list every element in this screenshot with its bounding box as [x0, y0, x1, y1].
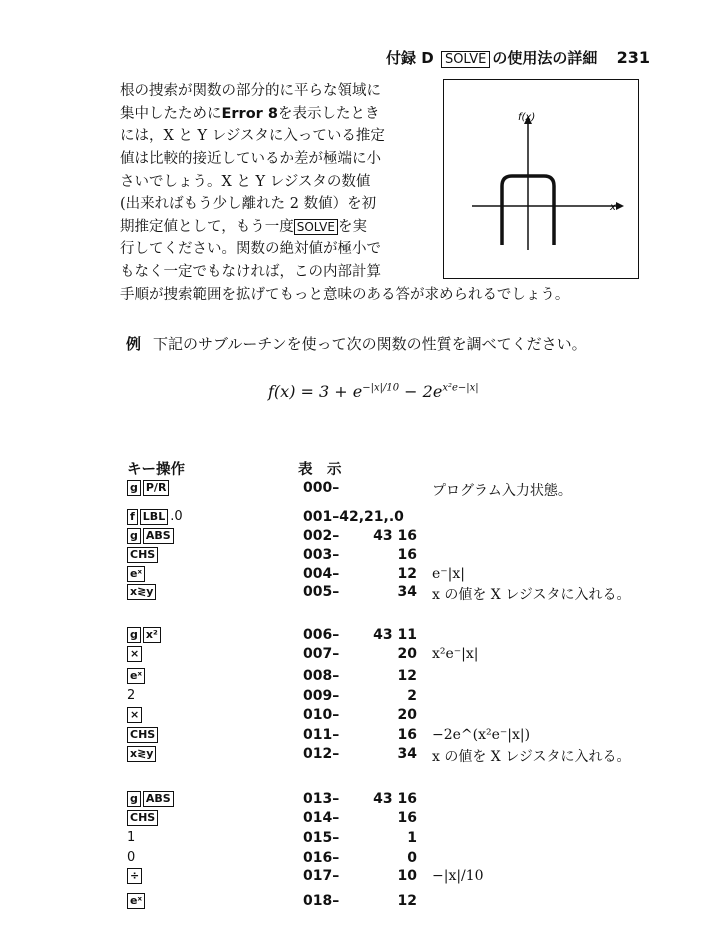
calculator-key: CHS: [127, 727, 158, 743]
step-number: 008–: [303, 668, 340, 684]
calculator-key: CHS: [127, 810, 158, 826]
comment: −2e^(x²e⁻|x|): [432, 727, 531, 743]
calculator-key: ABS: [143, 791, 174, 807]
table-row: [0, 830, 708, 850]
keycode: 20: [397, 646, 417, 662]
key-sequence: [127, 627, 163, 643]
keycode: 2: [407, 688, 417, 704]
keys-header: キー操作: [127, 462, 185, 478]
calculator-key: x≷y: [127, 746, 156, 762]
calculator-key: eˣ: [127, 893, 145, 909]
key-sequence: [127, 584, 158, 600]
keycode: 0: [407, 850, 417, 866]
step-number: 016–: [303, 850, 340, 866]
step-number: 013–: [303, 791, 340, 807]
keycode: 16: [397, 547, 417, 563]
solve-key-inline: SOLVE: [294, 219, 338, 235]
step-number: 001–42,21,.0: [303, 509, 404, 525]
keycode: 12: [397, 893, 417, 909]
calculator-key: ÷: [127, 868, 142, 884]
table-row: [0, 509, 708, 529]
keycode: 16: [397, 810, 417, 826]
key-sequence: [127, 547, 160, 563]
solve-key: SOLVE: [441, 51, 490, 68]
step-number: 005–: [303, 584, 340, 600]
calculator-key: eˣ: [127, 566, 145, 582]
key-sequence: [127, 668, 147, 684]
calculator-key: ABS: [143, 528, 174, 544]
keycode: 12: [397, 566, 417, 582]
step-number: 002–: [303, 528, 340, 544]
para-line-9: もなく一定でもなければ，この内部計算: [120, 264, 381, 280]
table-row: [0, 791, 708, 811]
keycode: 1: [407, 830, 417, 846]
function-graph: [443, 79, 639, 279]
para-line-8: 行してください。関数の絶対値が極小で: [120, 241, 381, 257]
keycode: 43 16: [373, 528, 417, 544]
calculator-key: x≷y: [127, 584, 156, 600]
step-number: 007–: [303, 646, 340, 662]
calculator-key: g: [127, 791, 141, 807]
para-line-4: 値は比較的接近しているか差が極端に小: [120, 151, 381, 167]
step-number: 000–: [303, 480, 340, 496]
table-row: [0, 727, 708, 747]
key-sequence: [127, 566, 147, 582]
calculator-key: f: [127, 509, 138, 525]
table-row: [0, 810, 708, 830]
table-row: [0, 528, 708, 548]
step-number: 010–: [303, 707, 340, 723]
table-row: [0, 480, 708, 500]
table-row: [0, 850, 708, 870]
table-row: [0, 566, 708, 586]
key-sequence: [127, 707, 144, 723]
key-sequence: [127, 528, 176, 544]
table-row: [0, 646, 708, 666]
comment: x²e⁻|x|: [432, 646, 479, 662]
key-sequence: [127, 509, 183, 525]
calculator-key: g: [127, 627, 141, 643]
calculator-key: eˣ: [127, 668, 145, 684]
step-number: 006–: [303, 627, 340, 643]
comment: −|x|/10: [432, 868, 484, 884]
key-text: .0: [170, 509, 183, 524]
calculator-key: x²: [143, 627, 161, 643]
key-sequence: [127, 868, 144, 884]
example-line: [126, 333, 587, 354]
para-line-5: さいでしょう。X と Y レジスタの数値: [120, 174, 371, 190]
table-row: [0, 868, 708, 888]
example-text: 下記のサブルーチンを使って次の関数の性質を調べてください。: [153, 335, 587, 353]
page-header: [386, 47, 650, 68]
step-number: 018–: [303, 893, 340, 909]
key-sequence: [127, 893, 147, 909]
step-number: 014–: [303, 810, 340, 826]
para-line-1: 根の捜索が関数の部分的に平らな領域に: [120, 83, 381, 99]
key-text: 1: [127, 830, 136, 845]
table-row: [0, 627, 708, 647]
step-number: 017–: [303, 868, 340, 884]
key-sequence: [127, 727, 160, 743]
error-8-label: Error 8: [221, 106, 278, 122]
keycode: 34: [397, 584, 417, 600]
key-text: 0: [127, 850, 136, 865]
step-number: 003–: [303, 547, 340, 563]
graph-x-label: x: [610, 202, 616, 213]
example-label: 例: [126, 335, 142, 353]
para-line-10: 手順が捜索範囲を拡げてもっと意味のある答が求められるでしょう。: [120, 287, 570, 303]
para-line-2: 集中したためにError 8を表示したとき: [120, 106, 380, 122]
comment: x の値を X レジスタに入れる。: [432, 749, 631, 765]
table-row: [0, 893, 708, 913]
para-line-3: には，X と Y レジスタに入っている推定: [120, 128, 385, 144]
key-sequence: [127, 646, 144, 662]
table-row: [0, 688, 708, 708]
key-sequence: [127, 850, 135, 865]
comment: x の値を X レジスタに入れる。: [432, 587, 631, 603]
key-sequence: [127, 480, 171, 496]
key-sequence: [127, 746, 158, 762]
formula: $f(x) = 3 + e^{-|x|/10} - 2e^{x^2e-|x|}$: [268, 382, 479, 401]
keycode: 43 16: [373, 791, 417, 807]
page-number: 231: [616, 48, 650, 67]
step-number: 015–: [303, 830, 340, 846]
calculator-key: CHS: [127, 547, 158, 563]
calculator-key: g: [127, 480, 141, 496]
table-row: [0, 707, 708, 727]
table-row: [0, 668, 708, 688]
keycode: 10: [397, 868, 417, 884]
calculator-key: LBL: [140, 509, 168, 525]
table-row: [0, 584, 708, 604]
table-row: [0, 746, 708, 766]
step-number: 004–: [303, 566, 340, 582]
key-sequence: [127, 830, 135, 845]
calculator-key: P/R: [143, 480, 170, 496]
step-number: 009–: [303, 688, 340, 704]
header-title: の使用法の詳細: [492, 49, 598, 67]
key-text: 2: [127, 688, 136, 703]
keycode: 34: [397, 746, 417, 762]
comment: e⁻|x|: [432, 566, 466, 582]
para-line-6: (出来ればもう少し離れた 2 数値）を初: [120, 196, 377, 212]
keycode: 43 11: [373, 627, 417, 643]
step-number: 012–: [303, 746, 340, 762]
key-sequence: [127, 688, 135, 703]
comment: プログラム入力状態。: [432, 483, 572, 499]
calculator-key: g: [127, 528, 141, 544]
calculator-key: ×: [127, 646, 142, 662]
display-header: 表 示: [298, 462, 342, 478]
table-row: [0, 547, 708, 567]
para-line-7: 期推定値として，もう一度 SOLVE を実: [120, 219, 367, 235]
step-number: 011–: [303, 727, 340, 743]
calculator-key: ×: [127, 707, 142, 723]
key-sequence: [127, 791, 176, 807]
graph-y-label: f(x): [518, 112, 536, 123]
keycode: 20: [397, 707, 417, 723]
keycode: 16: [397, 727, 417, 743]
key-sequence: [127, 810, 160, 826]
appendix-label: 付録 D: [386, 49, 434, 67]
keycode: 12: [397, 668, 417, 684]
